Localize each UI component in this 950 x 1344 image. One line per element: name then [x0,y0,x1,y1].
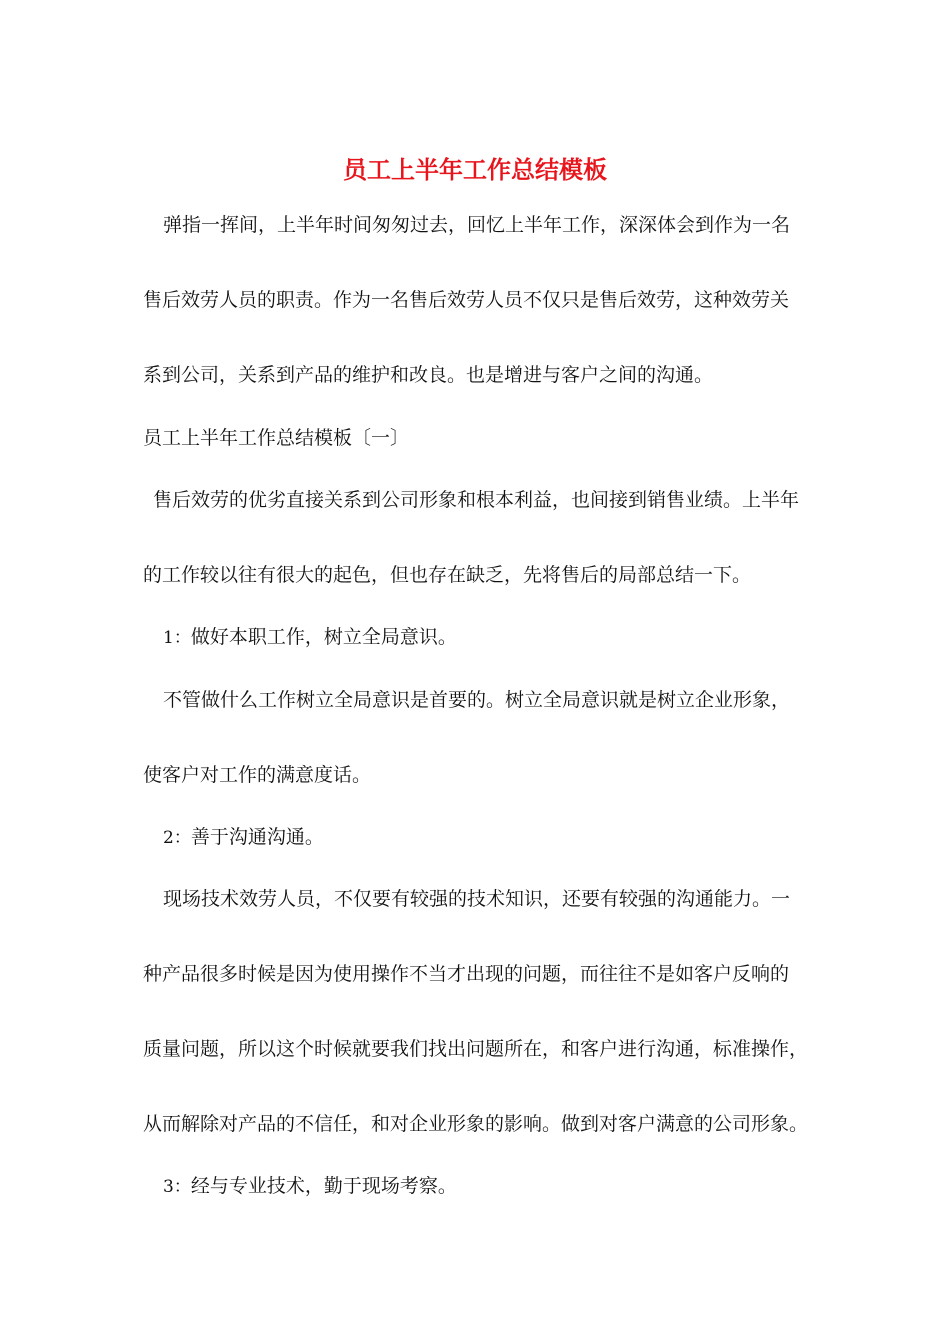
numbered-item [163,625,457,650]
item-number: 2： [163,828,191,848]
numbered-item [163,825,324,850]
paragraph-line: 不管做什么工作树立全局意识是首要的。树立全局意识就是树立企业形象， [163,689,791,711]
item-number: 1： [163,628,191,648]
paragraph-line: 弹指一挥间，上半年时间匆匆过去，回忆上半年工作，深深体会到作为一名 [163,214,791,236]
paragraph-line: 质量问题，所以这个时候就要我们找出问题所在，和客户进行沟通，标准操作， [143,1038,809,1060]
paragraph-line: 种产品很多时候是因为使用操作不当才出现的问题，而往往不是如客户反响的 [143,963,790,985]
numbered-item [163,1174,457,1199]
paragraph-line: 售后效劳人员的职责。作为一名售后效劳人员不仅只是售后效劳，这种效劳关 [143,289,790,311]
document-title: 员工上半年工作总结模板 [343,156,607,184]
item-text: 善于沟通沟通。 [190,826,324,848]
section-heading: 员工上半年工作总结模板〔一〕 [143,427,410,449]
item-number: 3： [163,1177,191,1197]
item-text: 经与专业技术，勤于现场考察。 [190,1175,457,1197]
paragraph-line: 售后效劳的优劣直接关系到公司形象和根本利益，也间接到销售业绩。上半年 [153,489,800,511]
item-text: 做好本职工作，树立全局意识。 [190,626,457,648]
paragraph-line: 系到公司，关系到产品的维护和改良。也是增进与客户之间的沟通。 [143,364,714,386]
paragraph-line: 现场技术效劳人员，不仅要有较强的技术知识，还要有较强的沟通能力。一 [163,888,791,910]
paragraph-line: 从而解除对产品的不信任，和对企业形象的影响。做到对客户满意的公司形象。 [143,1113,809,1135]
paragraph-line: 使客户对工作的满意度话。 [143,764,372,786]
paragraph-line: 的工作较以往有很大的起色，但也存在缺乏，先将售后的局部总结一下。 [143,564,752,586]
